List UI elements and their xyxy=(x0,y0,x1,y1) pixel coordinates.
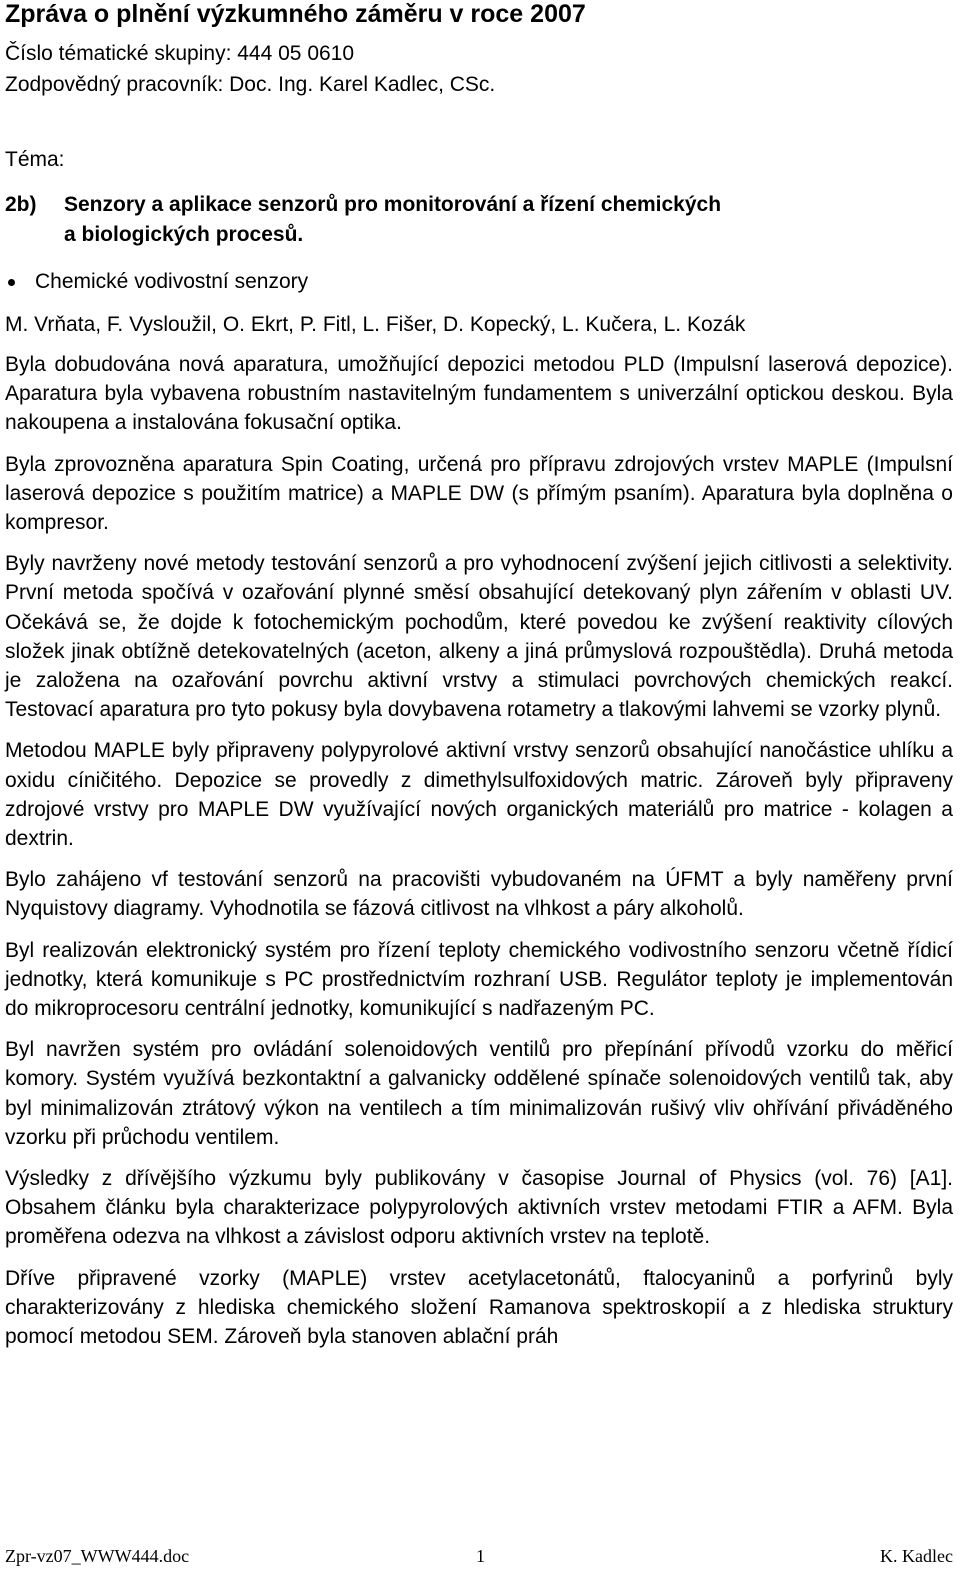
topic-number: 2b) xyxy=(5,193,37,216)
paragraph: Byly navrženy nové metody testování senzorů a pro vyhodnocení zvýšení jejich citlivosti a selektivity. První metoda spočívá v ozařování plynné směsí obsahující detekovaný plyn zářením v oblasti UV. Očekává se, že dojde k fotochemickým pochodům, které povedou ke zvýšení reaktivity cílových složek jinak obtížně detekovatelných (aceton, alkeny a jiná průmyslová rozpouštědla). Druhá metoda je založena na ozařování povrchu aktivní vrstvy a stimulaci povrchových chemických reakcí. Testovací aparatura pro tyto pokusy byla dovybavena rotametry a tlakovými lahvemi se vzorky plynů. xyxy=(5,552,953,722)
document-page xyxy=(5,0,953,1351)
footer-divider xyxy=(5,1540,953,1541)
paragraph: Dříve připravené vzorky (MAPLE) vrstev acetylacetonátů, ftalocyaninů a porfyrinů byly charakterizovány z hlediska chemického složení Ramanova spektroskopií a z hlediska struktury pomocí metodou SEM. Zároveň byla stanoven ablační práh xyxy=(5,1266,953,1349)
bullet-text: Chemické vodivostní senzory xyxy=(35,270,309,293)
footer-author: K. Kadlec xyxy=(880,1546,953,1566)
document-title: Zpráva o plnění výzkumného záměru v roce 2007 xyxy=(5,0,586,28)
paragraph: Byla zprovozněna aparatura Spin Coating, určená pro přípravu zdrojových vrstev MAPLE (Impulsní laserová depozice s použitím matrice) a MAPLE DW (s přímým psaním). Aparatura byla doplněna o kompresor. xyxy=(5,452,953,535)
paragraph: Bylo zahájeno vf testování senzorů na pracovišti vybudovaném na ÚFMT a byly naměřeny první Nyquistovy diagramy. Vyhodnotila se fázová citlivost na vlhkost a páry alkoholů. xyxy=(5,868,953,921)
paragraph: Metodou MAPLE byly připraveny polypyrolové aktivní vrstvy senzorů obsahující nanočástice uhlíku a oxidu cíničitého. Depozice se provedly z dimethylsulfoxidových matric. Zároveň byly připraveny zdrojové vrstvy pro MAPLE DW využívající nových organických materiálů pro matrice - kolagen a dextrin. xyxy=(5,739,953,851)
responsible-person: Zodpovědný pracovník: Doc. Ing. Karel Kadlec, CSc. xyxy=(5,73,496,96)
authors-line: M. Vrňata, F. Vysloužil, O. Ekrt, P. Fitl, L. Fišer, D. Kopecký, L. Kučera, L. Kozák xyxy=(5,313,746,336)
document-meta xyxy=(5,38,953,100)
footer-filename: Zpr-vz07_WWW444.doc xyxy=(5,1546,190,1566)
topic-text xyxy=(64,190,953,250)
bullet-item xyxy=(5,267,953,297)
topic-label: Téma: xyxy=(5,148,65,171)
page-footer xyxy=(5,1543,953,1569)
topic-text-line-1: Senzory a aplikace senzorů pro monitorování a řízení chemických xyxy=(64,193,722,216)
paragraph: Byla dobudována nová aparatura, umožňující depozici metodou PLD (Impulsní laserová depozice). Aparatura byla vybavena robustním nastavitelným fundamentem s univerzální optickou deskou. Byla nakoupena a instalována fokusační optika. xyxy=(5,353,953,435)
paragraph: Byl realizován elektronický systém pro řízení teploty chemického vodivostního senzoru včetně řídicí jednotky, která komunikuje s PC prostřednictvím rozhraní USB. Regulátor teploty je implementován do mikroprocesoru centrální jednotky, komunikující s nadřazeným PC. xyxy=(5,938,953,1021)
paragraph: Výsledky z dřívějšího výzkumu byly publikovány v časopise Journal of Physics (vol. 76) [A1]. Obsahem článku byla charakterizace polypyrolových aktivních vrstev metodami FTIR a AFM. Byla proměřena odezva na vlhkost a závislost odporu aktivních vrstev na teplotě. xyxy=(5,1167,953,1249)
group-number: Číslo tématické skupiny: 444 05 0610 xyxy=(5,42,355,65)
topic-text-line-2: a biologických procesů. xyxy=(64,223,304,246)
topic-heading xyxy=(5,190,953,250)
paragraph: Byl navržen systém pro ovládání solenoidových ventilů pro přepínání přívodů vzorku do měřicí komory. Systém využívá bezkontaktní a galvanicky oddělené spínače solenoidových ventilů tak, aby byl minimalizován ztrátový výkon na ventilech a tím minimalizován rušivý vliv ohřívání přiváděného vzorku při průchodu ventilem. xyxy=(5,1038,953,1149)
bullet-icon xyxy=(5,267,35,297)
footer-page-number: 1 xyxy=(476,1546,485,1566)
